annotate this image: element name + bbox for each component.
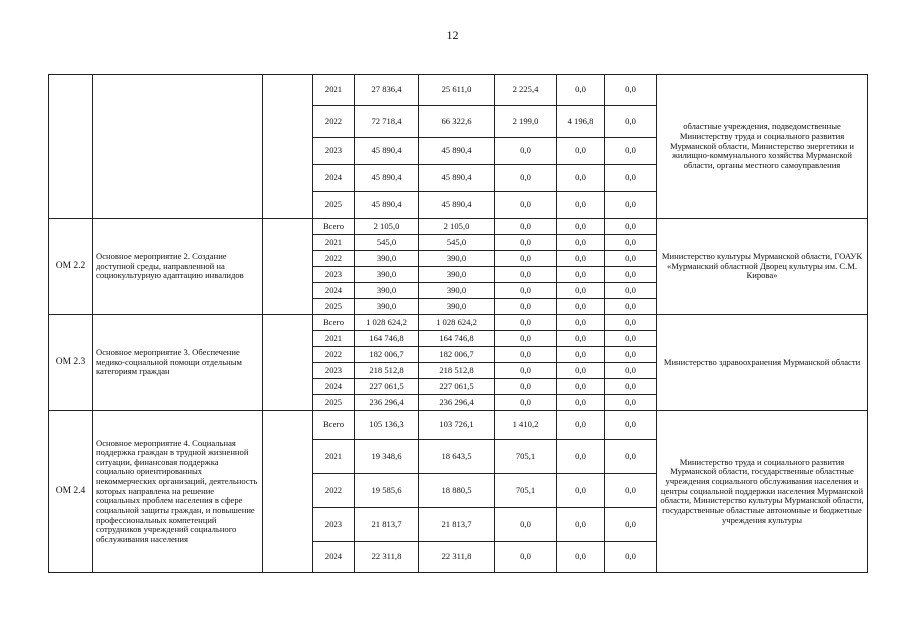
year-cell: 2022 [313,474,355,508]
amount-cell-other: 0,0 [605,474,657,508]
amount-cell-other: 0,0 [605,75,657,106]
amount-cell-total: 1 028 624,2 [355,315,419,331]
amount-cell-total: 218 512,8 [355,363,419,379]
amount-cell-regional: 182 006,7 [419,347,495,363]
year-cell: 2023 [313,138,355,165]
amount-cell-regional: 45 890,4 [419,165,495,192]
amount-cell-regional: 66 322,6 [419,106,495,138]
amount-cell-federal: 0,0 [495,363,557,379]
amount-cell-federal: 0,0 [495,235,557,251]
amount-cell-regional: 45 890,4 [419,192,495,219]
amount-cell-federal: 1 410,2 [495,411,557,440]
amount-cell-federal: 0,0 [495,379,557,395]
amount-cell-other: 0,0 [605,508,657,542]
amount-cell-local: 0,0 [557,347,605,363]
amount-cell-regional: 45 890,4 [419,138,495,165]
amount-cell-regional: 25 611,0 [419,75,495,106]
amount-cell-other: 0,0 [605,542,657,573]
amount-cell-regional: 218 512,8 [419,363,495,379]
amount-cell-other: 0,0 [605,138,657,165]
amount-cell-federal: 0,0 [495,542,557,573]
amount-cell-federal: 0,0 [495,138,557,165]
amount-cell-local: 4 196,8 [557,106,605,138]
amount-cell-regional: 22 311,8 [419,542,495,573]
amount-cell-other: 0,0 [605,315,657,331]
year-cell: 2024 [313,379,355,395]
amount-cell-other: 0,0 [605,379,657,395]
amount-cell-local: 0,0 [557,315,605,331]
year-cell: 2022 [313,347,355,363]
amount-cell-federal: 705,1 [495,440,557,474]
year-cell: 2024 [313,283,355,299]
table-row [49,411,868,440]
amount-cell-other: 0,0 [605,267,657,283]
amount-cell-other: 0,0 [605,395,657,411]
year-cell: 2023 [313,267,355,283]
amount-cell-other: 0,0 [605,106,657,138]
amount-cell-local: 0,0 [557,379,605,395]
amount-cell-regional: 390,0 [419,283,495,299]
amount-cell-federal: 0,0 [495,331,557,347]
section-name-cell [93,75,263,219]
empty-cell [263,411,313,573]
year-cell: 2024 [313,542,355,573]
amount-cell-local: 0,0 [557,267,605,283]
table-row [49,315,868,331]
year-cell: Всего [313,315,355,331]
year-cell: 2022 [313,251,355,267]
amount-cell-other: 0,0 [605,251,657,267]
amount-cell-other: 0,0 [605,192,657,219]
amount-cell-other: 0,0 [605,440,657,474]
section-code-cell: ОМ 2.3 [49,315,93,411]
amount-cell-regional: 18 643,5 [419,440,495,474]
amount-cell-local: 0,0 [557,299,605,315]
amount-cell-total: 182 006,7 [355,347,419,363]
amount-cell-local: 0,0 [557,363,605,379]
amount-cell-local: 0,0 [557,192,605,219]
amount-cell-other: 0,0 [605,411,657,440]
empty-cell [263,219,313,315]
table-row [49,219,868,235]
amount-cell-other: 0,0 [605,283,657,299]
amount-cell-other: 0,0 [605,219,657,235]
year-cell: 2021 [313,331,355,347]
amount-cell-total: 227 061,5 [355,379,419,395]
amount-cell-federal: 0,0 [495,192,557,219]
amount-cell-total: 105 136,3 [355,411,419,440]
page-number: 12 [446,28,459,42]
amount-cell-total: 390,0 [355,299,419,315]
year-cell: Всего [313,219,355,235]
responsible-executor-cell: Министерство здравоохранения Мурманской области [657,315,868,411]
amount-cell-federal: 0,0 [495,251,557,267]
empty-cell [263,75,313,219]
amount-cell-total: 390,0 [355,283,419,299]
amount-cell-total: 236 296,4 [355,395,419,411]
amount-cell-federal: 0,0 [495,315,557,331]
year-cell: 2023 [313,508,355,542]
amount-cell-regional: 545,0 [419,235,495,251]
amount-cell-total: 27 836,4 [355,75,419,106]
amount-cell-other: 0,0 [605,363,657,379]
responsible-executor-cell: областные учреждения, подведомственные Министерству труда и социального развития Мурманской области, Министерство энергетики и жилищно-коммунального хозяйства Мурманской области, органы местного самоуправления [657,75,868,219]
year-cell: 2021 [313,440,355,474]
year-cell: 2025 [313,192,355,219]
amount-cell-other: 0,0 [605,235,657,251]
amount-cell-local: 0,0 [557,395,605,411]
year-cell: 2021 [313,235,355,251]
year-cell: 2023 [313,363,355,379]
amount-cell-federal: 0,0 [495,283,557,299]
amount-cell-regional: 103 726,1 [419,411,495,440]
responsible-executor-cell: Министерство культуры Мурманской области, ГОАУК «Мурманский областной Дворец культуры им. С.М. Кирова» [657,219,868,315]
amount-cell-federal: 0,0 [495,395,557,411]
amount-cell-local: 0,0 [557,138,605,165]
amount-cell-regional: 1 028 624,2 [419,315,495,331]
amount-cell-other: 0,0 [605,331,657,347]
amount-cell-regional: 164 746,8 [419,331,495,347]
section-code-cell [49,75,93,219]
amount-cell-regional: 21 813,7 [419,508,495,542]
responsible-executor-cell: Министерство труда и социального развития Мурманской области, государственные областные учреждения социального обслуживания населения и центры социальной поддержки населения Мурманской области, Министерство культуры Мурманской области, государственные областные автономные и бюджетные учреждения культуры [657,411,868,573]
year-cell: 2025 [313,395,355,411]
section-code-cell: ОМ 2.2 [49,219,93,315]
year-cell: 2022 [313,106,355,138]
amount-cell-total: 45 890,4 [355,165,419,192]
section-code-cell: ОМ 2.4 [49,411,93,573]
amount-cell-regional: 236 296,4 [419,395,495,411]
amount-cell-local: 0,0 [557,474,605,508]
amount-cell-regional: 18 880,5 [419,474,495,508]
section-name-cell: Основное мероприятие 3. Обеспечение медико-социальной помощи отдельным категориям граждан [93,315,263,411]
amount-cell-regional: 227 061,5 [419,379,495,395]
amount-cell-federal: 0,0 [495,299,557,315]
amount-cell-total: 19 348,6 [355,440,419,474]
amount-cell-local: 0,0 [557,165,605,192]
amount-cell-total: 545,0 [355,235,419,251]
amount-cell-total: 390,0 [355,251,419,267]
table-body [49,75,868,573]
amount-cell-federal: 2 199,0 [495,106,557,138]
amount-cell-local: 0,0 [557,508,605,542]
amount-cell-total: 390,0 [355,267,419,283]
amount-cell-local: 0,0 [557,411,605,440]
amount-cell-other: 0,0 [605,347,657,363]
amount-cell-local: 0,0 [557,219,605,235]
table-row [49,75,868,106]
amount-cell-federal: 0,0 [495,347,557,363]
year-cell: 2024 [313,165,355,192]
amount-cell-federal: 0,0 [495,165,557,192]
section-name-cell: Основное мероприятие 4. Социальная поддержка граждан в трудной жизненной ситуации, финансовая поддержка социально ориентированных некоммерческих организаций, деятельность которых направлена на решение социальных проблем населения в сфере социальной защиты граждан, и повышение профессиональных компетенций сотрудников учреждений социального обслуживания населения [93,411,263,573]
amount-cell-total: 45 890,4 [355,192,419,219]
amount-cell-total: 22 311,8 [355,542,419,573]
amount-cell-local: 0,0 [557,283,605,299]
amount-cell-local: 0,0 [557,75,605,106]
amount-cell-federal: 2 225,4 [495,75,557,106]
amount-cell-regional: 390,0 [419,267,495,283]
amount-cell-regional: 390,0 [419,251,495,267]
amount-cell-total: 45 890,4 [355,138,419,165]
amount-cell-other: 0,0 [605,299,657,315]
amount-cell-federal: 0,0 [495,267,557,283]
amount-cell-other: 0,0 [605,165,657,192]
amount-cell-total: 72 718,4 [355,106,419,138]
amount-cell-total: 19 585,6 [355,474,419,508]
amount-cell-local: 0,0 [557,251,605,267]
year-cell: 2025 [313,299,355,315]
amount-cell-local: 0,0 [557,542,605,573]
year-cell: 2021 [313,75,355,106]
amount-cell-local: 0,0 [557,235,605,251]
amount-cell-federal: 705,1 [495,474,557,508]
amount-cell-federal: 0,0 [495,508,557,542]
program-table [48,74,868,573]
amount-cell-regional: 2 105,0 [419,219,495,235]
section-name-cell: Основное мероприятие 2. Создание доступной среды, направленной на социокультурную адаптацию инвалидов [93,219,263,315]
amount-cell-total: 21 813,7 [355,508,419,542]
empty-cell [263,315,313,411]
amount-cell-total: 2 105,0 [355,219,419,235]
year-cell: Всего [313,411,355,440]
amount-cell-federal: 0,0 [495,219,557,235]
amount-cell-regional: 390,0 [419,299,495,315]
amount-cell-local: 0,0 [557,331,605,347]
amount-cell-total: 164 746,8 [355,331,419,347]
amount-cell-local: 0,0 [557,440,605,474]
